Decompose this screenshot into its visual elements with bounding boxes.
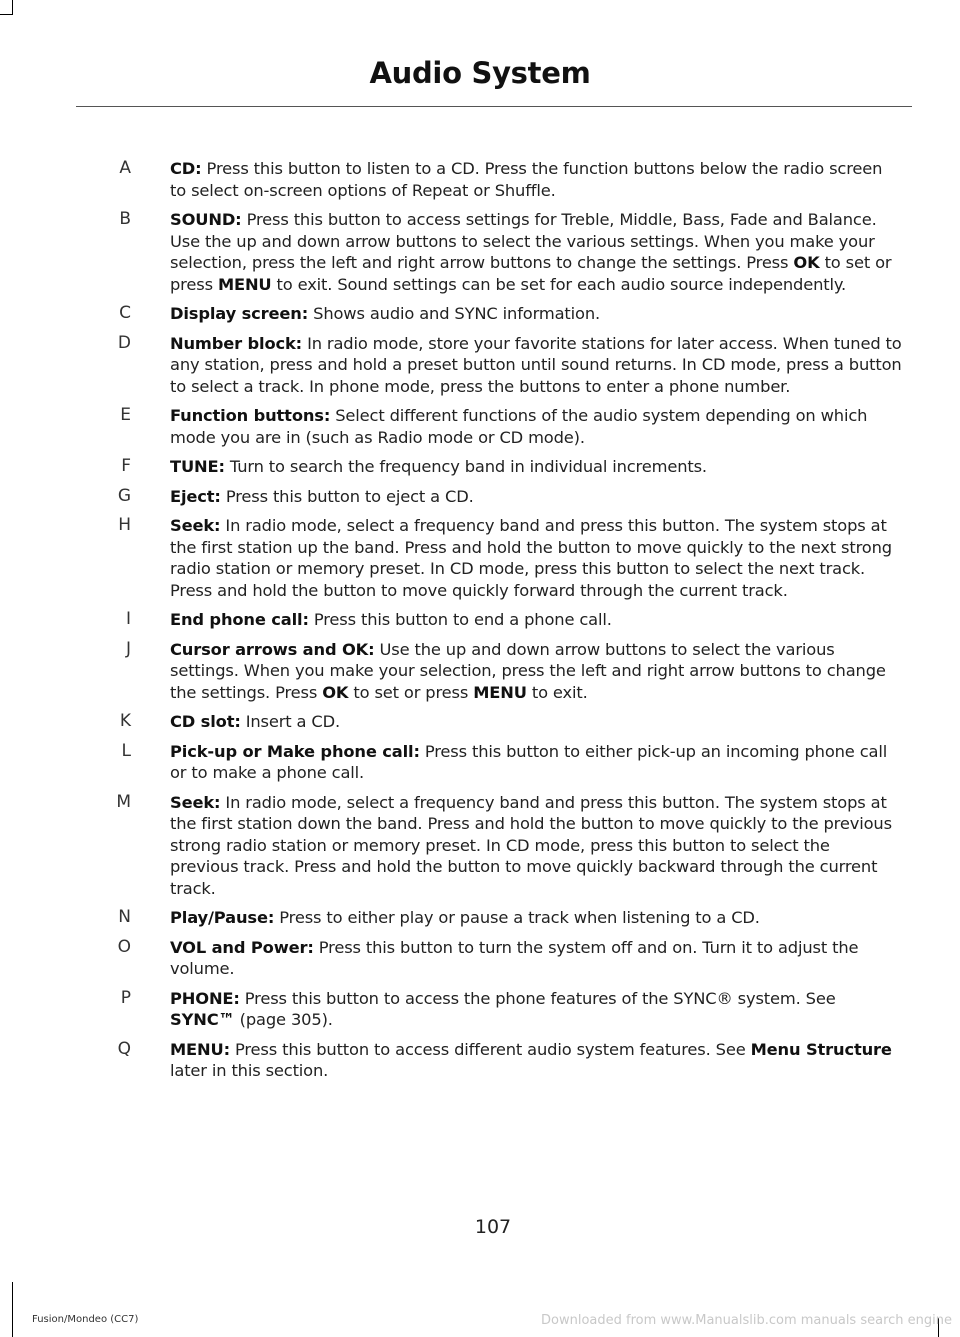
legend-item-n	[0, 907, 960, 929]
legend-text: Seek: In radio mode, select a frequency band and press this button. The system stops at the first station up the band. Press and hold the button to move quickly to the next strong radio station or memory preset. In CD mode, press this button to select the next track. Press and hold the button to move quickly forward through the current track.	[170, 516, 892, 600]
keyword: OK	[793, 253, 820, 272]
footer-watermark[interactable]: Downloaded from www.Manualslib.com manuals search engine	[541, 1313, 952, 1328]
legend-term: Number block:	[170, 333, 303, 353]
legend-letter: N	[118, 907, 131, 927]
legend-term: Function buttons:	[170, 406, 331, 425]
legend-letter: K	[119, 711, 131, 731]
legend-item-f	[0, 456, 960, 478]
legend-letter: C	[119, 303, 131, 323]
legend-letter: B	[119, 209, 131, 229]
legend-item-j	[0, 639, 960, 704]
legend-text: MENU: Press this button to access different audio system features. See Menu Structure later in this section.	[170, 1039, 892, 1080]
legend-term: Display screen:	[170, 304, 309, 323]
crop-mark-top-left-v	[12, 0, 13, 14]
legend-text: SOUND: Press this button to access settings for Treble, Middle, Bass, Fade and Balance. Use the up and down arrow buttons to select the various settings. When you make your selection, press the left and right arrow buttons to change the settings. Press OK to set or press MENU to exit. Sound settings can be set for each audio source independently.	[170, 210, 892, 294]
page-title: Audio System	[369, 56, 591, 90]
legend-text: Display screen: Shows audio and SYNC information.	[170, 304, 601, 323]
legend-text: CD slot: Insert a CD.	[170, 712, 341, 731]
legend-term: Cursor arrows and OK:	[170, 639, 375, 659]
legend-item-d	[0, 333, 960, 398]
legend-item-k	[0, 711, 960, 733]
legend-item-l	[0, 741, 960, 784]
legend-text: End phone call: Press this button to end a phone call.	[170, 610, 612, 629]
legend-term: Seek:	[170, 516, 221, 535]
legend-text: Cursor arrows and OK: Use the up and down arrow buttons to select the various settings. When you make your selection, press the left and right arrow buttons to change the settings. Press OK to set or press MENU to exit.	[170, 639, 886, 702]
legend-letter: L	[121, 740, 131, 761]
legend-text: Seek: In radio mode, select a frequency band and press this button. The system stops at the first station down the band. Press and hold the button to move quickly to the previous strong radio station or memory preset. In CD mode, press this button to select the previous track. Press and hold the button to move quickly backward through the current track.	[170, 792, 892, 898]
legend-letter: M	[116, 791, 131, 812]
keyword: OK	[322, 682, 349, 702]
legend-text: Eject: Press this button to eject a CD.	[170, 486, 474, 506]
legend-item-m	[0, 792, 960, 900]
legend-term: Eject:	[170, 486, 221, 506]
legend-item-e	[0, 405, 960, 448]
legend-letter: J	[125, 638, 131, 659]
legend-item-i	[0, 609, 960, 631]
keyword: MENU	[217, 274, 272, 294]
legend-text: TUNE: Turn to search the frequency band in individual increments.	[170, 457, 707, 476]
legend-text: Play/Pause: Press to either play or pause a track when listening to a CD.	[170, 908, 760, 927]
legend-text: Number block: In radio mode, store your favorite stations for later access. When tuned to any station, press and hold a preset button until sound returns. In CD mode, press a button to select a track. In phone mode, press the buttons to enter a phone number.	[170, 333, 902, 396]
legend-letter: G	[117, 485, 131, 506]
legend-term: PHONE:	[170, 988, 240, 1008]
footer-model: Fusion/Mondeo (CC7)	[32, 1314, 139, 1325]
legend-text: VOL and Power: Press this button to turn the system off and on. Turn it to adjust the volume.	[170, 937, 859, 978]
crop-mark-bottom-left-v	[12, 1282, 13, 1337]
header-divider	[76, 106, 912, 107]
keyword: MENU	[473, 682, 527, 702]
legend-item-p	[0, 988, 960, 1031]
page-number: 107	[474, 1216, 512, 1238]
legend-letter: O	[117, 936, 131, 957]
legend-item-c	[0, 303, 960, 325]
legend-text: Pick-up or Make phone call: Press this button to either pick-up an incoming phone call or to make a phone call.	[170, 741, 888, 782]
legend-term: Pick-up or Make phone call:	[170, 741, 420, 761]
legend-term: CD slot:	[170, 712, 241, 731]
legend-item-q	[0, 1039, 960, 1082]
cross-reference-link[interactable]: Menu Structure	[750, 1039, 892, 1059]
legend-text: PHONE: Press this button to access the phone features of the SYNC® system. See SYNC™ (page 305).	[170, 988, 836, 1029]
legend-term: TUNE:	[170, 457, 225, 476]
legend-term: End phone call:	[170, 610, 309, 629]
legend-letter: P	[120, 987, 131, 1008]
legend-item-o	[0, 937, 960, 980]
legend-letter: Q	[117, 1038, 131, 1059]
cross-reference-link[interactable]: SYNC™	[170, 1010, 235, 1029]
legend-text: Function buttons: Select different functions of the audio system depending on which mode you are in (such as Radio mode or CD mode).	[170, 406, 868, 447]
legend-item-h	[0, 515, 960, 601]
legend-letter: H	[118, 515, 131, 535]
crop-mark-top-left-h	[0, 14, 13, 15]
legend-letter: I	[125, 609, 131, 629]
legend-term: MENU:	[170, 1039, 230, 1059]
legend-text: CD: Press this button to listen to a CD. Press the function buttons below the radio screen to select on-screen options of Repeat or Shuffle.	[170, 159, 883, 200]
legend-list	[0, 158, 960, 1090]
legend-item-g	[0, 486, 960, 508]
legend-term: VOL and Power:	[170, 937, 314, 957]
legend-term: Seek:	[170, 792, 221, 812]
legend-letter: E	[120, 405, 131, 425]
legend-term: SOUND:	[170, 210, 242, 229]
legend-letter: A	[119, 158, 131, 178]
legend-item-b	[0, 209, 960, 295]
legend-item-a	[0, 158, 960, 201]
legend-letter: F	[121, 456, 131, 476]
legend-term: CD:	[170, 159, 202, 178]
legend-letter: D	[117, 332, 131, 353]
legend-term: Play/Pause:	[170, 908, 275, 927]
